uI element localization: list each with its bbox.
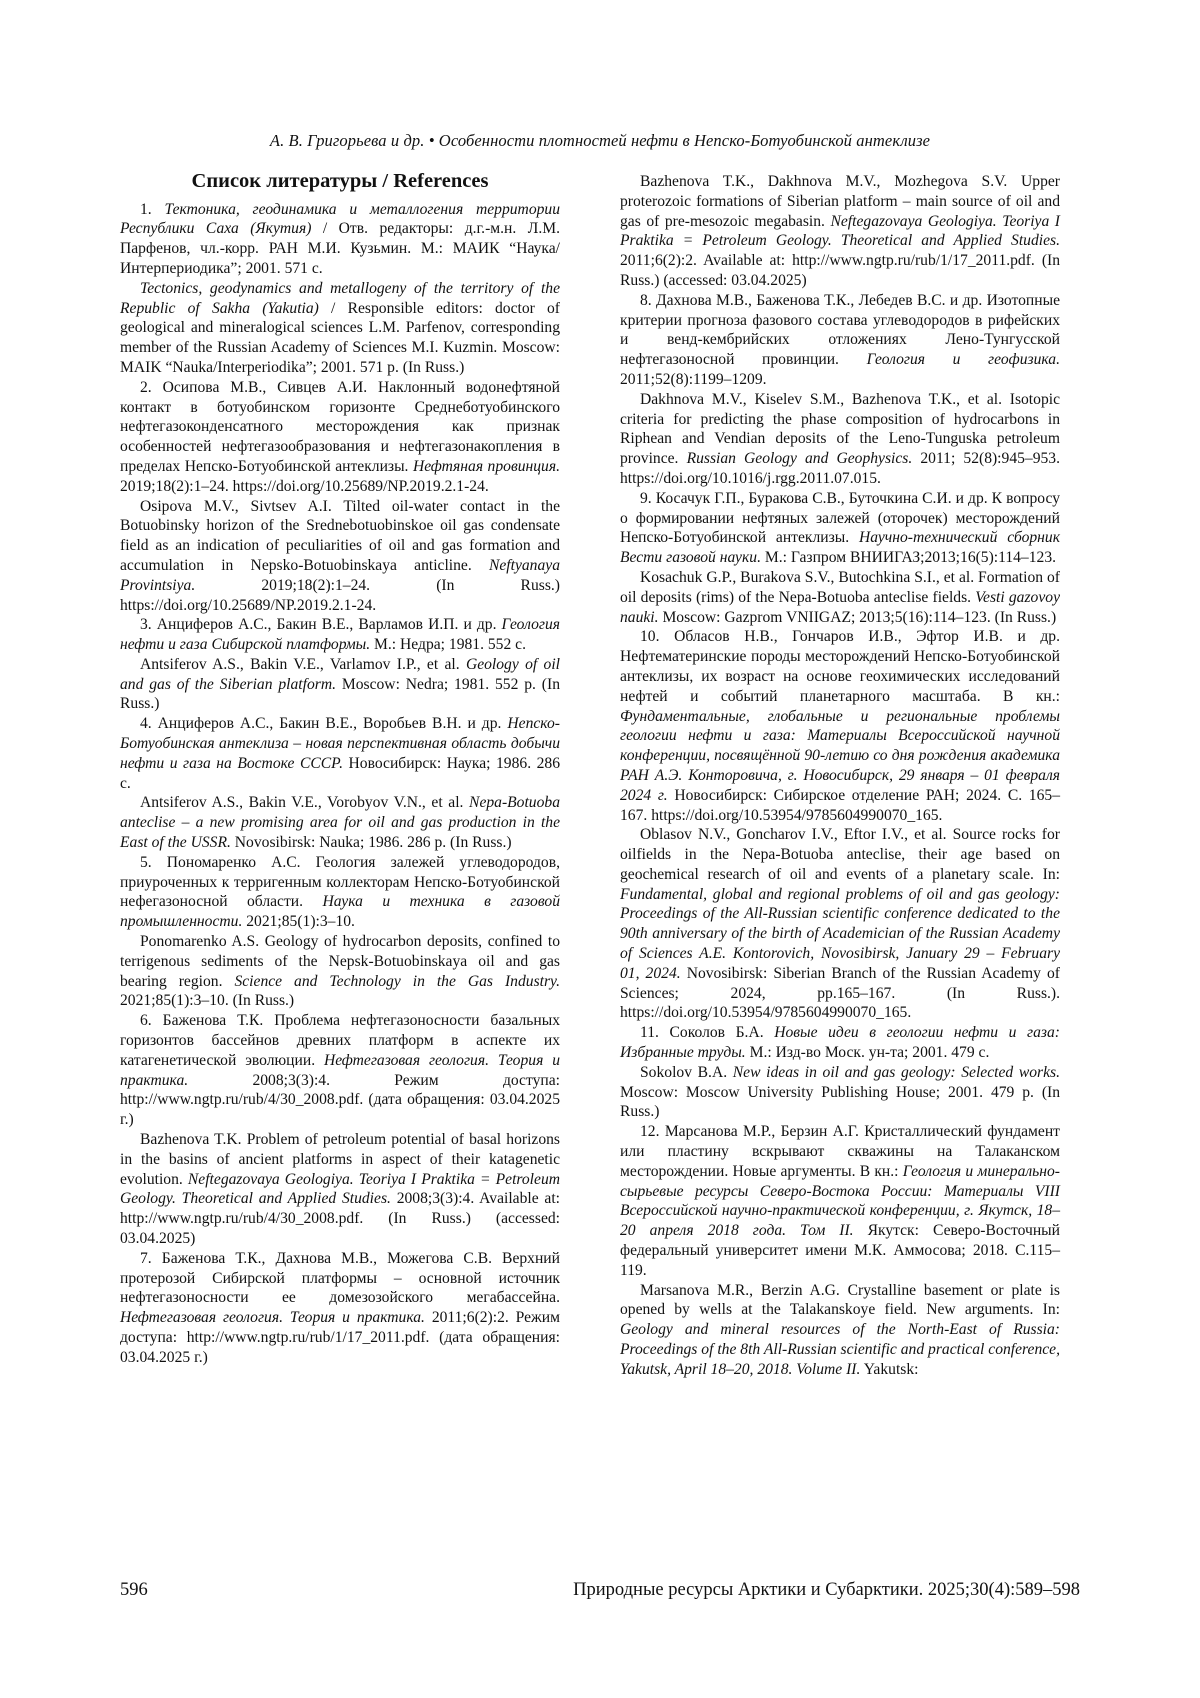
ref-12-ru: 12. Марсанова М.Р., Берзин А.Г. Кристаллический фундамент или пластину вскрывают скважины на Талаканском месторождении. Новые аргументы. В кн.: Геология и минерально-сырьевые ресурсы Северо-Востока России: Материалы VIII Всероссийской научно-практической конференции, г. Якутск, 18–20 апреля 2018 года. Том II. Якутск: Северо-Восточный федеральный университет имени М.К. Аммосова; 2018. С.115–119. (620, 1123, 1060, 1279)
ref-7-en: Bazhenova T.K., Dakhnova M.V., Mozhegova S.V. Upper proterozoic formations of Siberian platform – main source of oil and gas of pre-mesozoic megabasin. Neftegazovaya Geologiya. Teoriya I Praktika = Petroleum Geology. Theoretical and Applied Studies. 2011;6(2):2. Available at: http://www.ngtp.ru/rub/1/17_2011.pdf. (In Russ.) (accessed: 03.04.2025) (620, 173, 1061, 289)
ref-9-en: Kosachuk G.P., Burakova S.V., Butochkina S.I., et al. Formation of oil deposits (rims) of the Nepa-Botuoba anteclise fields. Vesti gazovoy nauki. Moscow: Gazprom VNIIGAZ; 2013;5(16):114–123. (In Russ.) (620, 568, 1060, 626)
journal-citation: Природные ресурсы Арктики и Субарктики. 2025;30(4):589–598 (573, 1580, 1080, 1600)
ref-5-ru: 5. Пономаренко А.С. Геология залежей углеводородов, приуроченных к терригенным коллекторам Непско-Ботуобинской нефегазоносной области. Наука и техника в газовой промышленности. 2021;85(1):3–10. (120, 853, 560, 931)
page-number: 596 (120, 1580, 148, 1600)
ref-4-en: Antsiferov A.S., Bakin V.E., Vorobyov V.N., et al. Nepa-Botuoba anteclise – a new promising area for oil and gas production in the East of the USSR. Novosibirsk: Nauka; 1986. 286 p. (In Russ.) (120, 794, 560, 852)
ref-5-en: Ponomarenko A.S. Geology of hydrocarbon deposits, confined to terrigenous sediments of the Nepsk-Botuobinskaya oil and gas bearing region. Science and Technology in the Gas Industry. 2021;85(1):3–10. (In Russ.) (120, 933, 560, 1010)
ref-9-ru: 9. Косачук Г.П., Буракова С.В., Буточкина С.И. и др. К вопросу о формировании нефтяных залежей (оторочек) месторождений Непско-Ботуобинской антеклизы. Научно-технический сборник Вести газовой науки. М.: Газпром ВНИИГАЗ;2013;16(5):114–123. (620, 489, 1061, 567)
ref-10-en: Oblasov N.V., Goncharov I.V., Eftor I.V., et al. Source rocks for oilfields in the Nepa-Botuoba anteclise, their age based on geochemical research of oil and events of a planetary scale. In: Fundamental, global and regional problems of oil and gas geology: Proceedings of the All-Russian scientific conference dedicated to the 90th anniversary of the birth of Academician of the Russian Academy of Sciences A.E. Kontorovich, Novosibirsk, January 29 – February 01, 2024. Novosibirsk: Siberian Branch of the Russian Academy of Sciences; 2024, pp.165–167. (In Russ.). https://doi.org/10.53954/9785604990070_165. (620, 826, 1060, 1022)
references-column-right (620, 172, 1060, 1380)
ref-12-en: Marsanova M.R., Berzin A.G. Crystalline basement or plate is opened by wells at the Talakanskoye field. New arguments. In: Geology and mineral resources of the North-East of Russia: Proceedings of the 8th All-Russian scientific and practical conference, Yakutsk, April 18–20, 2018. Volume II. Yakutsk: (620, 1281, 1060, 1378)
ref-6-ru: 6. Баженова Т.К. Проблема нефтегазоносности базальных горизонтов бассейнов древних платформ в аспекте их катагенетической эволюции. Нефтегазовая геология. Теория и практика. 2008;3(3):4. Режим доступа: http://www.ngtp.ru/rub/4/30_2008.pdf. (дата обращения: 03.04.2025 г.) (120, 1012, 560, 1129)
ref-1-en: Tectonics, geodynamics and metallogeny of the territory of the Republic of Sakha (Yakutia) / Responsible editors: doctor of geological and mineralogical sciences L.M. Parfenov, corresponding member of the Russian Academy of Sciences M.I. Kuzmin. Moscow: MAIK “Nauka/Interperiodika”; 2001. 571 p. (In Russ.) (120, 279, 560, 376)
ref-3-ru: 3. Анциферов А.С., Бакин В.Е., Варламов И.П. и др. Геология нефти и газа Сибирской платформы. М.: Недра; 1981. 552 с. (120, 616, 560, 654)
section-title: Список литературы / References (191, 170, 489, 192)
ref-10-ru: 10. Обласов Н.В., Гончаров И.В., Эфтор И.В. и др. Нефтематеринские породы месторождений Непско-Ботуобинской антеклизы, их возраст на основе геохимических исследований нефтей и событий планетарного масштаба. В кн.: Фундаментальные, глобальные и региональные проблемы геологии нефти и газа: Материалы Всероссийской научной конференции, посвящённой 90-летию со дня рождения академика РАН А.Э. Конторовича, г. Новосибирск, 29 января – 01 февраля 2024 г. Новосибирск: Сибирское отделение РАН; 2024. С. 165–167. https://doi.org/10.53954/9785604990070_165. (620, 628, 1060, 824)
ref-1-ru: 1. Тектоника, геодинамика и металлогения территории Республики Саха (Якутия) / Отв. редакторы: д.г.-м.н. Л.М. Парфенов, чл.-корр. РАН М.И. Кузьмин. М.: МАИК “Наука/Интерпериодика”; 2001. 571 с. (120, 200, 561, 277)
running-head: А. В. Григорьева и др. • Особенности плотностей нефти в Непско-Ботуобинской антеклизе (269, 131, 931, 150)
ref-8-en: Dakhnova M.V., Kiselev S.M., Bazhenova T.K., et al. Isotopic criteria for predicting the phase composition of hydrocarbons in Riphean and Vendian deposits of the Leno-Tunguska petroleum province. Russian Geology and Geophysics. 2011; 52(8):945–953. https://doi.org/10.1016/j.rgg.2011.07.015. (620, 390, 1060, 487)
ref-6-en: Bazhenova T.K. Problem of petroleum potential of basal horizons in the basins of ancient platforms in aspect of their katagenetic evolution. Neftegazovaya Geologiya. Teoriya I Praktika = Petroleum Geology. Theoretical and Applied Studies. 2008;3(3):4. Available at: http://www.ngtp.ru/rub/4/30_2008.pdf. (In Russ.) (accessed: 03.04.2025) (120, 1131, 561, 1247)
ref-11-en: Sokolov B.A. New ideas in oil and gas geology: Selected works. Moscow: Moscow University Publishing House; 2001. 479 p. (In Russ.) (620, 1063, 1061, 1121)
references-column-left (120, 170, 560, 1368)
ref-8-ru: 8. Дахнова М.В., Баженова Т.К., Лебедев В.С. и др. Изотопные критерии прогноза фазового состава углеводородов в рифейских и венд-кембрийских отложениях Лено-Тунгусской нефтегазоносной провинции. Геология и геофизика. 2011;52(8):1199–1209. (620, 291, 1060, 388)
ref-2-en: Osipova M.V., Sivtsev A.I. Tilted oil-water contact in the Botuobinsky horizon of the Srednebotuobinskoe oil gas condensate field as an indication of peculiarities of oil and gas formation and accumulation in Nepsko-Botuobinskaya anticline. Neftyanaya Provintsiya. 2019;18(2):1–24. (In Russ.) https://doi.org/10.25689/NP.2019.2.1-24. (120, 497, 560, 614)
ref-3-en: Antsiferov A.S., Bakin V.E., Varlamov I.P., et al. Geology of oil and gas of the Siberian platform. Moscow: Nedra; 1981. 552 p. (In Russ.) (120, 655, 560, 713)
ref-7-ru: 7. Баженова Т.К., Дахнова М.В., Можегова С.В. Верхний протерозой Сибирской платформы – основной источник нефтегазоносности ее домезозойского мегабассейна. Нефтегазовая геология. Теория и практика. 2011;6(2):2. Режим доступа: http://www.ngtp.ru/rub/1/17_2011.pdf. (дата обращения: 03.04.2025 г.) (120, 1249, 561, 1366)
ref-4-ru: 4. Анциферов А.С., Бакин В.Е., Воробьев В.Н. и др. Непско-Ботуобинская антеклиза – новая перспективная область добычи нефти и газа на Востоке СССР. Новосибирск: Наука; 1986. 286 с. (120, 715, 560, 792)
ref-11-ru: 11. Соколов Б.А. Новые идеи в геологии нефти и газа: Избранные труды. М.: Изд-во Моск. ун-та; 2001. 479 с. (620, 1024, 1060, 1062)
ref-2-ru: 2. Осипова М.В., Сивцев А.И. Наклонный водонефтяной контакт в ботуобинском горизонте Среднеботуобинского нефтегазоконденсатного месторождения как признак особенностей нефтегазообразования и нефтегазонакопления в пределах Непско-Ботуобинской антеклизы. Нефтяная провинция. 2019;18(2):1–24. https://doi.org/10.25689/NP.2019.2.1-24. (120, 378, 560, 495)
